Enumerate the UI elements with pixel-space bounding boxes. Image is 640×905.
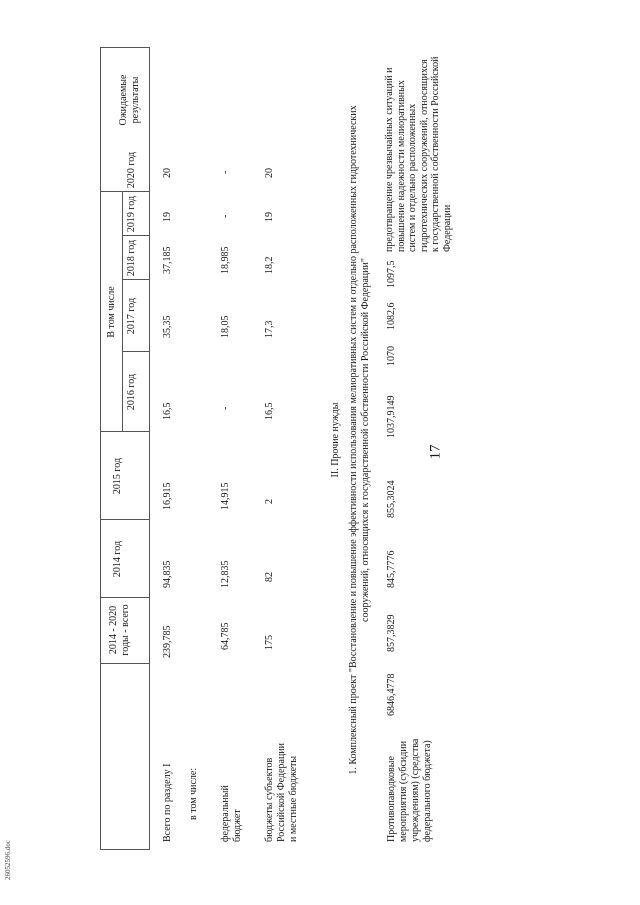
table-cell: 19 (162, 212, 173, 222)
header-2018: 2018 год (126, 239, 137, 277)
table-cell: 845,7776 (386, 550, 397, 588)
header-2020: 2020 год (126, 151, 137, 189)
table-cell: 1037,9149 (386, 395, 397, 438)
row-including-label: в том числе: (188, 767, 199, 820)
table-cell: 175 (264, 635, 275, 650)
table-cell: 35,35 (162, 315, 173, 338)
header-2017: 2017 год (126, 297, 137, 335)
table-cell: 1082,6 (386, 302, 397, 330)
header-total: 2014 - 2020 годы - всего (108, 604, 131, 656)
table-cell: 18,985 (220, 246, 231, 274)
page-number: 17 (427, 444, 444, 460)
table-cell: 64,785 (220, 622, 231, 650)
header-2014: 2014 год (112, 540, 123, 578)
table-cell: 16,5 (162, 402, 173, 420)
row-regional-label: бюджеты субъектов Российской Федерации и местные бюджеты (264, 742, 299, 842)
header-results: Ожидаемые результаты (118, 74, 141, 126)
table-cell: 1097,5 (386, 260, 397, 288)
table-cell: 94,835 (162, 560, 173, 588)
table-cell: 37,185 (162, 246, 173, 274)
table-cell: 855,3024 (386, 480, 397, 518)
table-cell: 20 (162, 168, 173, 178)
table-cell: 16,915 (162, 482, 173, 510)
table-cell: 16,5 (264, 402, 275, 420)
table-cell: - (220, 170, 231, 174)
table-cell: 18,2 (264, 256, 275, 274)
table-cell: 17,3 (264, 320, 275, 338)
budget-table (100, 48, 325, 850)
table-cell: 19 (264, 212, 275, 222)
table-cell: - (220, 406, 231, 410)
table-cell: 857,3829 (386, 614, 397, 652)
table-cell: 2 (264, 499, 275, 504)
row-total-label: Всего по разделу I (162, 763, 173, 842)
table-cell: 12,835 (220, 560, 231, 588)
section-title: II. Прочие нужды (330, 402, 341, 478)
header-2015: 2015 год (112, 457, 123, 495)
project-row-label: Противопаводковые мероприятия (субсидии учреждениям) (средства федерального бюджета) (386, 738, 433, 842)
footer-document-code: 26052596.doc (4, 840, 12, 880)
header-2016: 2016 год (126, 373, 137, 411)
header-including: В том числе (106, 286, 117, 338)
table-cell: 1070 (386, 346, 397, 366)
header-2019: 2019 год (126, 195, 137, 233)
table-cell: 20 (264, 168, 275, 178)
table-cell: 14,915 (220, 482, 231, 510)
project-title: 1. Комплексный проект "Восстановление и повышение эффективности использования мелиоративных систем и отдельно расположенных гидротехнических сооружений, относящихся к государственной собственности Российской Федерации" (348, 105, 371, 775)
table-cell: - (220, 214, 231, 218)
project-expected-result: предотвращение чрезвычайных ситуаций и повышение надежности мелиоративных систем и отдельно расположенных гидротехнических сооружений, относящихся к государственной собственности Российской Федерации (384, 56, 453, 252)
rotated-page-content (100, 48, 600, 850)
row-federal-label: федеральный бюджет (220, 785, 243, 842)
table-cell: 6846,4778 (386, 673, 397, 716)
table-cell: 239,785 (162, 625, 173, 658)
table-cell: 18,05 (220, 315, 231, 338)
table-cell: 82 (264, 572, 275, 582)
